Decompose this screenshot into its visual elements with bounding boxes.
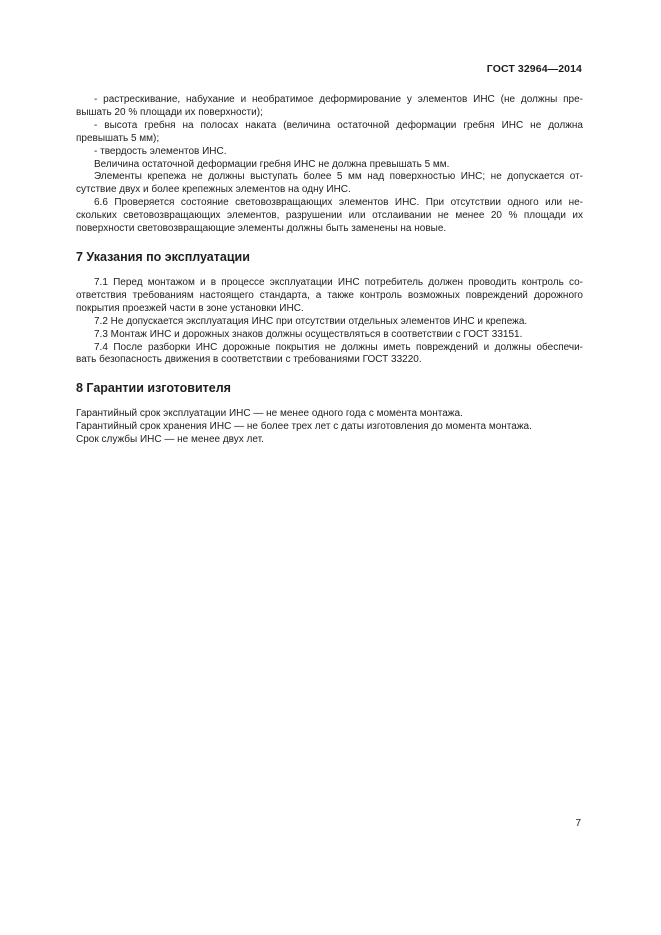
page-content <box>76 94 583 447</box>
paragraph: Гарантийный срок хранения ИНС — не более трех лет с даты изготовления до момента монтажа. <box>76 421 532 433</box>
paragraph: 7.4 После разборки ИНС дорожные покрытия не должны иметь повреждений и должны обеспечи- <box>94 341 583 353</box>
list-item: - твердость элементов ИНС. <box>94 145 227 157</box>
paragraph: Элементы крепежа не должны выступать более 5 мм над поверхностью ИНС; не допускается от- <box>94 171 583 183</box>
paragraph: Срок службы ИНС — не менее двух лет. <box>76 434 264 446</box>
list-item: - высота гребня на полосах наката (величина остаточной деформации гребня ИНС не должна <box>94 119 583 131</box>
paragraph: 7.1 Перед монтажом и в процессе эксплуатации ИНС потребитель должен проводить контроль со- <box>94 276 583 288</box>
list-item-cont: превышать 5 мм); <box>76 132 160 144</box>
paragraph: 7.2 Не допускается эксплуатация ИНС при отсутствии отдельных элементов ИНС и крепежа. <box>94 315 528 327</box>
paragraph: 6.6 Проверяется состояние световозвращающих элементов ИНС. При отсутствии одного или не- <box>94 197 583 209</box>
document-id-header: ГОСТ 32964—2014 <box>486 63 582 75</box>
paragraph: Величина остаточной деформации гребня ИНС не должна превышать 5 мм. <box>94 158 450 170</box>
page-number: 7 <box>575 818 581 829</box>
paragraph-cont: покрытия проезжей части в зоне установки ИНС. <box>76 302 304 314</box>
paragraph: 7.3 Монтаж ИНС и дорожных знаков должны осуществляться в соответствии с ГОСТ 33151. <box>94 328 523 340</box>
paragraph-cont: поверхности световозвращающие элементы должны быть заменены на новые. <box>76 223 447 235</box>
paragraph: Гарантийный срок эксплуатации ИНС — не менее одного года с момента монтажа. <box>76 408 463 420</box>
paragraph-cont: сутствие двух и более крепежных элементов на одну ИНС. <box>76 184 351 196</box>
list-item-cont: вышать 20 % площади их поверхности); <box>76 106 263 118</box>
paragraph-cont: скольких световозвращающих элементов, разрушении или отслаивании не менее 20 % площади их <box>76 210 583 222</box>
section-title: 8 Гарантии изготовителя <box>76 381 231 396</box>
paragraph-cont: вать безопасность движения в соответствии с требованиями ГОСТ 33220. <box>76 354 422 366</box>
section-title: 7 Указания по эксплуатации <box>76 249 250 264</box>
paragraph-cont: ответствия требованиям настоящего стандарта, а также контроль возможных повреждений дорожного <box>76 289 583 301</box>
list-item: - растрескивание, набухание и необратимое деформирование у элементов ИНС (не должны пре- <box>94 94 583 105</box>
